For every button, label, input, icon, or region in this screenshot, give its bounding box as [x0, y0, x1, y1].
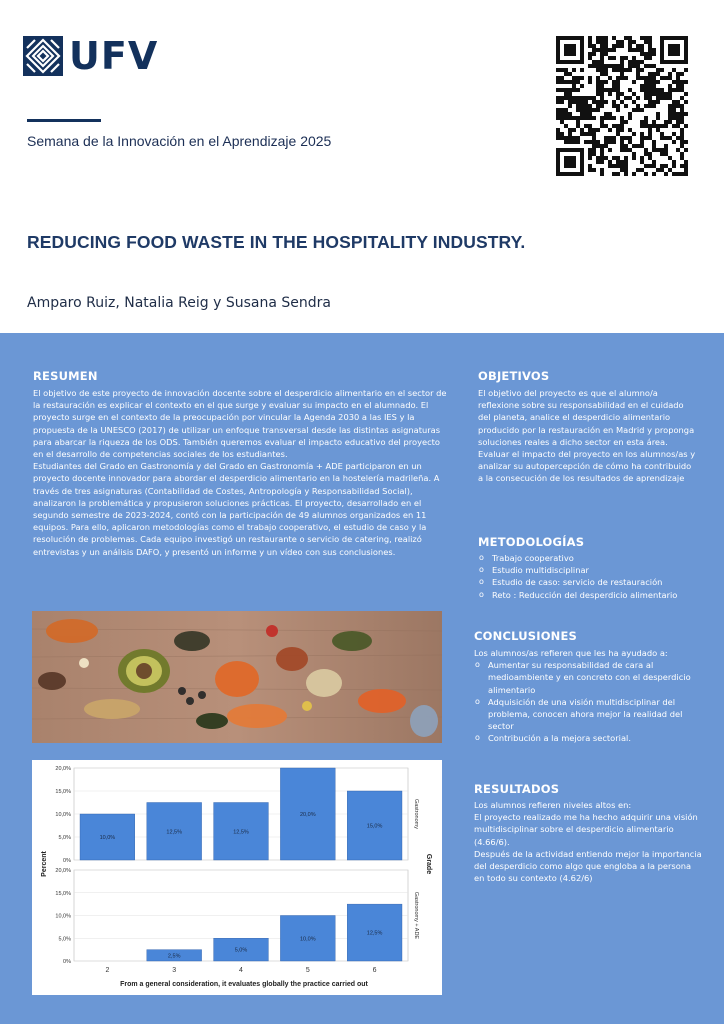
- bar-data-label: 12,5%: [366, 930, 383, 937]
- title-rule: [27, 119, 101, 122]
- list-item: o Contribución a la mejora sectorial.: [474, 732, 704, 744]
- results-chart: [32, 760, 442, 995]
- x-tick-label: 3: [172, 967, 177, 974]
- event-name: Semana de la Innovación en el Aprendizaje 2025: [27, 133, 332, 149]
- x-tick-label: 6: [372, 967, 377, 974]
- conclusiones-text: [474, 647, 704, 745]
- y-tick-label: 10,0%: [55, 913, 71, 920]
- list-item: o Estudio de caso: servicio de restauración: [478, 576, 703, 588]
- bar-data-label: 20,0%: [299, 812, 316, 818]
- y-tick-label: 20,0%: [55, 766, 71, 772]
- bar-data-label: 12,5%: [233, 829, 249, 836]
- ufv-emblem-icon: [23, 36, 63, 76]
- resumen-paragraph: Estudiantes del Grado en Gastronomía y del Grado en Gastronomía + ADE participaron en un proyecto docente innovador para abordar el desperdicio alimentario en la hostelería madrileña. A través de tres asignaturas (Contabilidad de Costes, Antropología y Responsabilidad Social), analizaron la problemática y propusieron soluciones prácticas. El proyecto, desarrollado en el segundo semestre de 2023-2024, contó con la participación de 49 alumnos organizados en 11 equipos. Para ello, aplicaron metodologías como el trabajo cooperativo, el estudio de caso y la resolución de problemas. Cada equipo investigó un restaurante o servicio de catering, realizó entrevistas y un análisis DAFO, y presentó un informe y un vídeo con sus conclusiones.: [33, 461, 440, 557]
- x-tick-label: 5: [305, 967, 310, 974]
- resumen-paragraph: El objetivo de este proyecto de innovación docente sobre el desperdicio alimentario en el sector de la restauración es explicar el contexto en el que surge y evaluar su impacto en el alumnado. El proyecto surge en el contexto de la preocupación por vincular la Agenda 2030 a las IES y la propuesta de la UNESCO (2017) de utilizar un enfoque transversal desde las distintas asignaturas para abarcar la riqueza de los ODS. También queremos evaluar el impacto educativo del proyecto en el desarrollo de competencias sociales de los estudiantes.: [33, 388, 447, 460]
- bar-data-label: 2,5%: [167, 953, 181, 960]
- resumen-heading: RESUMEN: [33, 369, 98, 383]
- resumen-text: [33, 387, 451, 558]
- bar-data-label: 10,0%: [99, 835, 116, 841]
- objetivos-paragraph: Evaluar el impacto del proyecto en los alumnos/as y analizar su autopercepción de cómo ha contribuido a la consecución de los resultados de aprendizaje: [478, 449, 696, 484]
- resultados-heading: RESULTADOS: [474, 782, 560, 796]
- conclusiones-heading: CONCLUSIONES: [474, 629, 578, 643]
- list-item: o Trabajo cooperativo: [478, 552, 703, 564]
- resultados-text: [474, 799, 704, 884]
- objetivos-paragraph: El objetivo del proyecto es que el alumno/a reflexione sobre su responsabilidad en el cuidado del planeta, analice el desperdicio alimentario producido por la restauración en Madrid y proponga soluciones reales a dicho sector en esta área.: [478, 388, 695, 447]
- authors: Amparo Ruiz, Natalia Reig y Susana Sendra: [27, 295, 331, 311]
- metodologias-heading: METODOLOGÍAS: [478, 535, 585, 549]
- bar-data-label: 5,0%: [234, 947, 248, 954]
- series-label: Gastronomy: [413, 799, 419, 829]
- chart-marks: [55, 766, 419, 974]
- poster-header: [0, 0, 724, 333]
- y-tick-label: 5,0%: [58, 835, 71, 841]
- series-label: Gastronomy + ADE: [413, 891, 419, 940]
- logo-text: UFV: [69, 34, 159, 78]
- bar-data-label: 12,5%: [166, 829, 183, 836]
- y-tick-label: 10,0%: [55, 812, 71, 818]
- bar-data-label: 15,0%: [366, 823, 383, 830]
- qr-code[interactable]: [556, 36, 688, 176]
- objetivos-heading: OBJETIVOS: [478, 369, 550, 383]
- bar-data-label: 10,0%: [299, 936, 316, 943]
- conclusiones-intro: Los alumnos/as refieren que les ha ayudado a:: [474, 648, 668, 658]
- x-axis-label: From a general consideration, it evaluates globally the practice carried out: [120, 981, 368, 988]
- facet-label: Grade: [425, 853, 432, 875]
- y-tick-label: 15,0%: [55, 789, 71, 795]
- y-tick-label: 15,0%: [55, 890, 71, 897]
- y-tick-label: 0%: [63, 959, 71, 965]
- food-waste-photo: [32, 611, 442, 743]
- list-item: o Reto : Reducción del desperdicio alimentario: [478, 589, 703, 601]
- y-tick-label: 0%: [63, 858, 71, 864]
- x-tick-label: 2: [105, 967, 110, 974]
- resultados-paragraph: El proyecto realizado me ha hecho adquirir una visión multidisciplinar sobre el desperdicio alimentario (4.66/6).: [474, 812, 698, 847]
- objetivos-text: [478, 387, 698, 485]
- conclusiones-list: [474, 659, 704, 744]
- list-item: o Aumentar su responsabilidad de cara al medioambiente y en concreto con el desperdicio alimentario: [474, 659, 704, 696]
- list-item: o Adquisición de una visión multidisciplinar del problema, conocen ahora mejor la realidad del sector: [474, 696, 704, 733]
- y-axis-label: Percent: [41, 851, 48, 877]
- list-item: o Estudio multidisciplinar: [478, 564, 703, 576]
- y-tick-label: 5,0%: [58, 936, 71, 943]
- x-tick-label: 4: [239, 967, 243, 974]
- poster-title: REDUCING FOOD WASTE IN THE HOSPITALITY INDUSTRY.: [27, 232, 526, 252]
- resultados-paragraph: Los alumnos refieren niveles altos en:: [474, 800, 632, 810]
- metodologias-list: [478, 552, 703, 601]
- ufv-logo: [23, 36, 163, 76]
- y-tick-label: 20,0%: [55, 868, 71, 874]
- resultados-paragraph: Después de la actividad entiendo mejor la importancia del desperdicio como algo que engloba a la persona en todo su contexto (4.62/6): [474, 848, 702, 884]
